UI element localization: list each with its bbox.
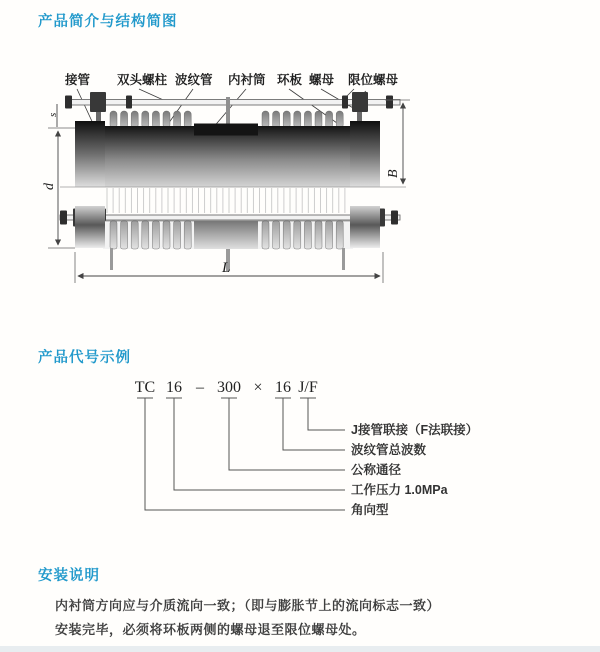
section-title-code: 产品代号示例 [38,350,131,366]
part-label-bellows: 波纹管 [175,73,213,87]
bellows-fin [326,221,333,249]
bellows-fin [294,111,301,128]
code-token-times: × [253,379,263,396]
connector-pipe-right-lower [350,206,380,248]
bellows-fin [273,111,280,128]
code-token-type: TC [134,379,156,396]
bellows-fins-upper-right [262,111,343,128]
section-title-intro: 产品简介与结构简图 [38,14,178,30]
bellows-fin [336,111,343,128]
product-code-diagram [125,372,580,527]
bellows-fin [304,111,311,128]
callout-label-type: 角向型 [351,503,389,517]
connector-pipe-left-lower [75,206,105,248]
part-label-limit-nut: 限位螺母 [348,73,399,87]
code-token-waves: 16 [275,379,291,396]
inner-liner-collar-lower [194,221,258,249]
bellows-fin [273,221,280,249]
dim-label-d: d [42,183,57,190]
bellows-fin [142,111,149,128]
connector-pipe-right [350,121,380,187]
bellows-fin [142,221,149,249]
page-bottom-strip [0,646,600,652]
bellows-fin [152,221,159,249]
dim-label-B: B [386,169,401,178]
bellows-fin [121,221,128,249]
bellows-fin [110,111,117,128]
callout-label-diameter: 公称通径 [351,463,402,477]
part-label-inner-liner: 内衬筒 [228,73,266,87]
bellows-fin [184,221,191,249]
section-title-install: 安装说明 [38,568,100,584]
part-label-stud: 双头螺柱 [117,73,168,87]
callout-label-pressure: 工作压力 1.0MPa [351,483,448,497]
code-token-dash: – [196,379,204,396]
callout-label-connection: J接管联接（F法联接） [351,423,479,437]
callout-connectors [137,398,345,510]
bellows-fin [262,221,269,249]
bellows-fin [294,221,301,249]
structure-diagram [40,63,470,310]
bellows-fins-upper-left [110,111,191,128]
bellows-fin [184,111,191,128]
code-token-pressure: 16 [166,379,182,396]
dim-label-L: L [222,260,231,276]
tie-rod-lower [60,215,400,220]
tie-rod-upper [70,100,400,106]
bellows-fin [131,221,138,249]
bellows-fin [326,111,333,128]
bellows-fin [110,221,117,249]
install-instruction-line1: 内衬筒方向应与介质流向一致；（即与膨胀节上的流向标志一致） [55,598,441,613]
dim-label-s: s [47,112,59,117]
bellows-fin [304,221,311,249]
bellows-fin [121,111,128,128]
bellows-fin [174,111,181,128]
bellows-fin [336,221,343,249]
install-instruction-line2: 安装完毕，必须将环板两侧的螺母退至限位螺母处。 [55,622,366,637]
inner-liner-collar [194,124,258,136]
bellows-fin [163,221,170,249]
bellows-fin [315,221,322,249]
callout-label-waves: 波纹管总波数 [351,443,427,457]
bellows-fin [283,221,290,249]
wireframe-lines [107,188,345,213]
bellows-fin [131,111,138,128]
bellows-fin [283,111,290,128]
center-stud-upper [226,97,230,126]
code-token-connection: J/F [298,379,318,396]
bellows-fin [163,111,170,128]
part-label-ring-plate: 环板 [277,73,303,87]
code-token-diameter: 300 [217,379,241,396]
bellows-fin [262,111,269,128]
bellows-fin [174,221,181,249]
connector-pipe-left [75,121,105,187]
bellows-fin [315,111,322,128]
part-label-nut: 螺母 [309,73,335,87]
bellows-fin [152,111,159,128]
part-label-connector-pipe: 接管 [65,73,91,87]
